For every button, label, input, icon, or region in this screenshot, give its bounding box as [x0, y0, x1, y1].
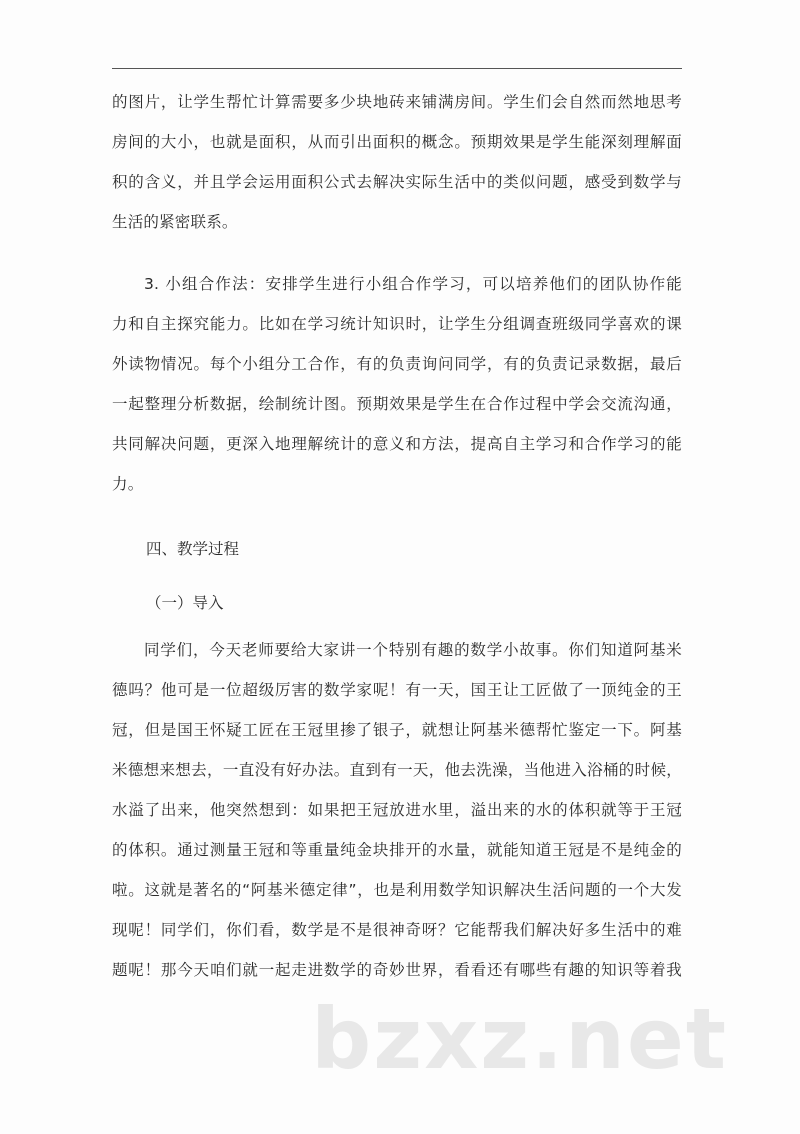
paragraph-line: 房间的大小，也就是面积，从而引出面积的概念。预期效果是学生能深刻理解面: [112, 133, 682, 151]
paragraph-line: 啦。这就是著名的“阿基米德定律”，也是利用数学知识解决生活问题的一个大发: [112, 881, 682, 899]
paragraph-line: 米德想来想去，一直没有好办法。直到有一天，他去洗澡，当他进入浴桶的时候，: [112, 761, 682, 779]
paragraph-line: 力。: [112, 475, 144, 493]
paragraph-line: 共同解决问题，更深入地理解统计的意义和方法，提高自主学习和合作学习的能: [112, 435, 682, 453]
watermark: bzxz.net: [311, 990, 728, 1088]
paragraph-line: 现呢！同学们，你们看，数学是不是很神奇呀？它能帮我们解决好多生活中的难: [112, 921, 682, 939]
paragraph-line: 的体积。通过测量王冠和等重量纯金块排开的水量，就能知道王冠是不是纯金的: [112, 841, 682, 859]
paragraph-line: 水溢了出来，他突然想到：如果把王冠放进水里，溢出来的水的体积就等于王冠: [112, 801, 682, 819]
paragraph-line: 力和自主探究能力。比如在学习统计知识时，让学生分组调查班级同学喜欢的课: [112, 315, 682, 333]
paragraph-area-concept: [112, 82, 682, 242]
paragraph-line: 生活的紧密联系。: [112, 213, 238, 231]
paragraph-line: 积的含义，并且学会运用面积公式去解决实际生活中的类似问题，感受到数学与: [112, 173, 682, 191]
paragraph-introduction: [112, 630, 682, 990]
paragraph-line: 题呢！那今天咱们就一起走进数学的奇妙世界，看看还有哪些有趣的知识等着我: [112, 961, 682, 979]
paragraph-group-cooperation: [112, 264, 682, 504]
paragraph-line: 外读物情况。每个小组分工合作，有的负责询问同学，有的负责记录数据，最后: [112, 355, 682, 373]
paragraph-line: 3. 小组合作法：安排学生进行小组合作学习，可以培养他们的团队协作能: [144, 275, 682, 293]
paragraph-line: 德吗？他可是一位超级厉害的数学家呢！有一天，国王让工匠做了一顶纯金的王: [112, 681, 682, 699]
subsection-heading: （一）导入: [146, 594, 224, 612]
section-heading: 四、教学过程: [146, 540, 240, 558]
paragraph-line: 的图片，让学生帮忙计算需要多少块地砖来铺满房间。学生们会自然而然地思考: [112, 93, 682, 111]
paragraph-line: 同学们，今天老师要给大家讲一个特别有趣的数学小故事。你们知道阿基米: [144, 641, 682, 659]
header-rule: [112, 68, 682, 69]
paragraph-line: 一起整理分析数据，绘制统计图。预期效果是学生在合作过程中学会交流沟通，: [112, 395, 682, 413]
paragraph-line: 冠，但是国王怀疑工匠在王冠里掺了银子，就想让阿基米德帮忙鉴定一下。阿基: [112, 721, 682, 739]
